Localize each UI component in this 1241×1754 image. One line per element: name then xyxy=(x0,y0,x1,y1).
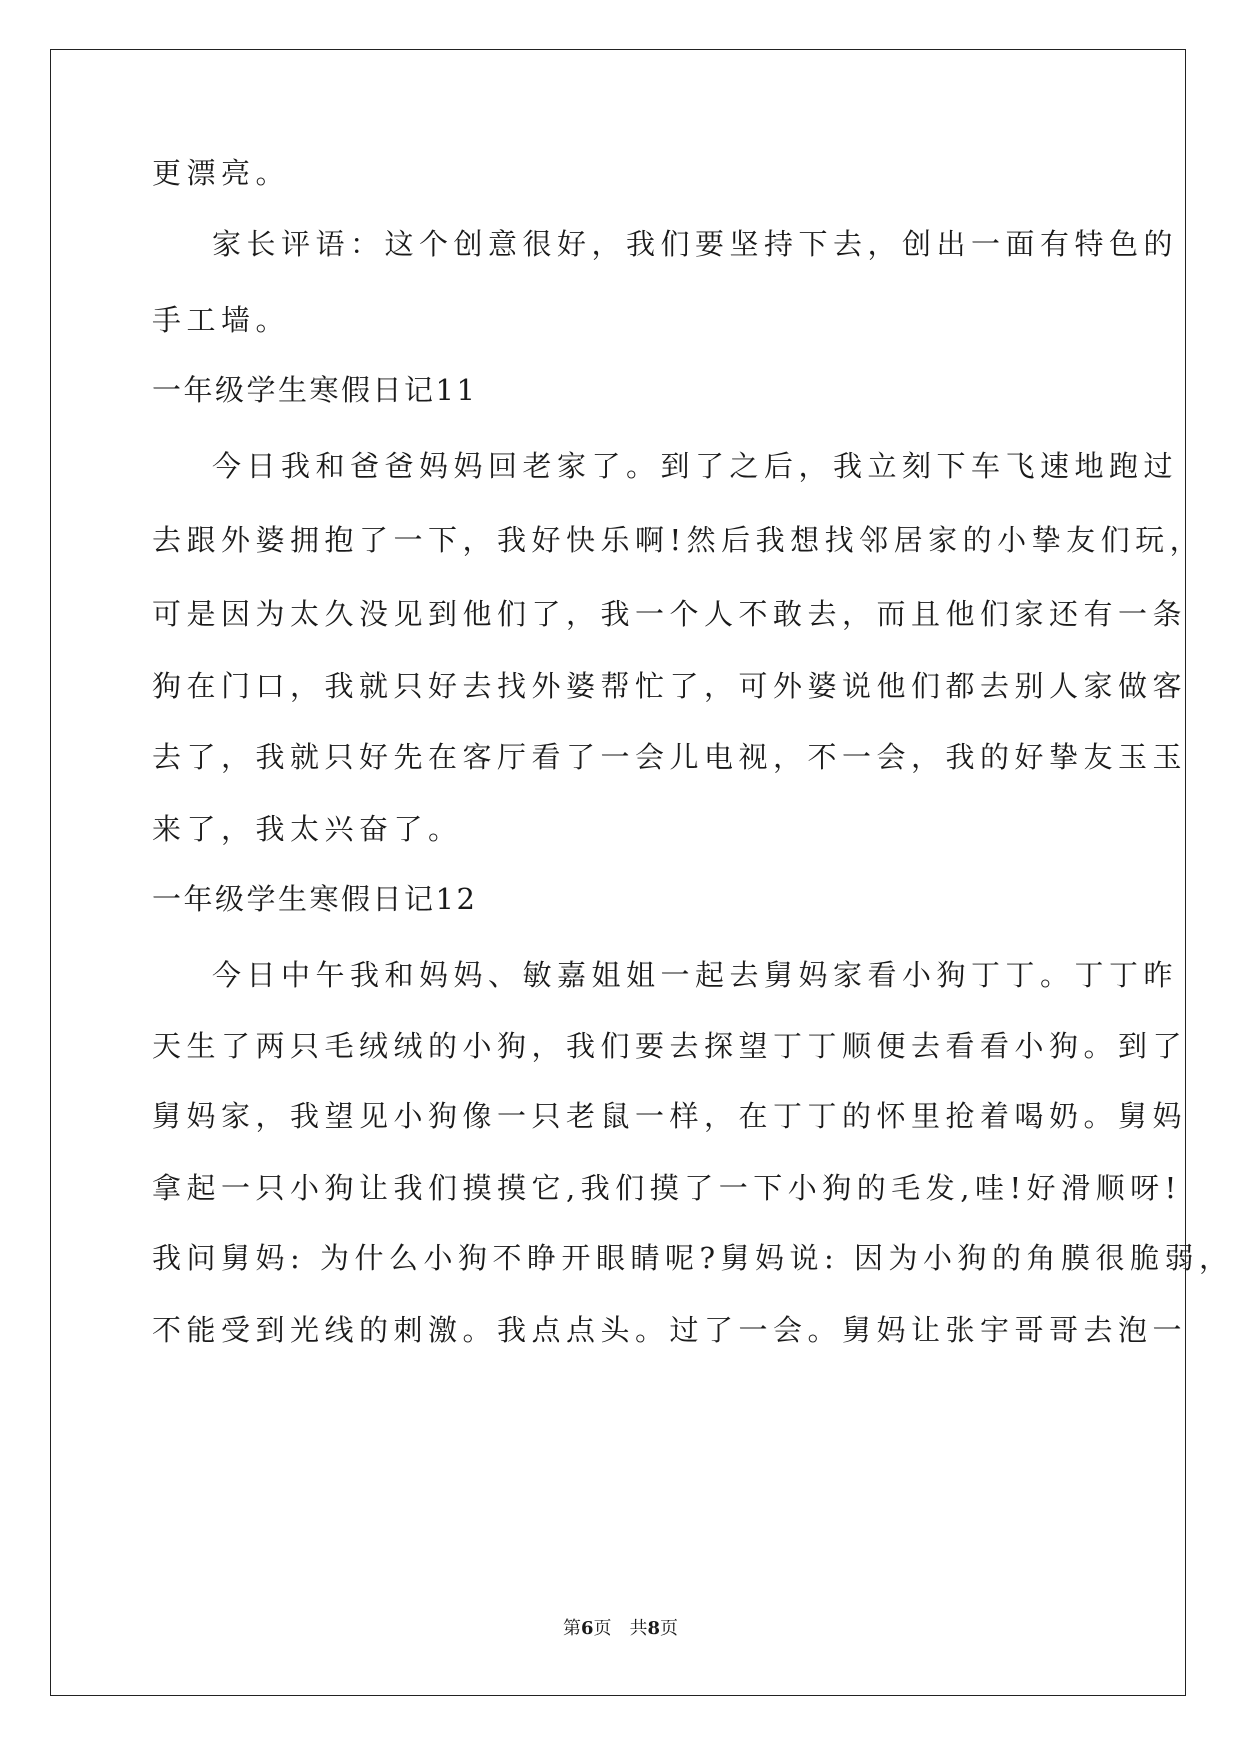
page-mid: 页 共 xyxy=(593,1618,648,1639)
paragraph-line: 今日中午我和妈妈、敏嘉姐姐一起去舅妈家看小狗丁丁。丁丁昨 xyxy=(212,958,1179,992)
paragraph-line: 去跟外婆拥抱了一下，我好快乐啊!然后我想找邻居家的小挚友们玩， xyxy=(152,523,1205,557)
paragraph-line: 家长评语：这个创意很好，我们要坚持下去，创出一面有特色的 xyxy=(212,227,1179,261)
paragraph-line: 更漂亮。 xyxy=(152,156,291,190)
paragraph-line: 狗在门口，我就只好去找外婆帮忙了，可外婆说他们都去别人家做客 xyxy=(152,669,1188,703)
page-footer xyxy=(0,1617,1241,1641)
page-suffix: 页 xyxy=(660,1618,679,1639)
paragraph-line: 可是因为太久没见到他们了，我一个人不敢去，而且他们家还有一条 xyxy=(152,597,1188,631)
section-heading: 一年级学生寒假日记12 xyxy=(152,882,478,916)
paragraph-line: 不能受到光线的刺激。我点点头。过了一会。舅妈让张宇哥哥去泡一 xyxy=(152,1313,1188,1347)
page-prefix: 第 xyxy=(562,1618,581,1639)
paragraph-line: 舅妈家，我望见小狗像一只老鼠一样，在丁丁的怀里抢着喝奶。舅妈 xyxy=(152,1099,1188,1133)
current-page-number: 6 xyxy=(580,1618,594,1639)
paragraph-line: 天生了两只毛绒绒的小狗，我们要去探望丁丁顺便去看看小狗。到了 xyxy=(152,1029,1188,1063)
paragraph-line: 来了，我太兴奋了。 xyxy=(152,812,463,846)
section-heading: 一年级学生寒假日记11 xyxy=(152,373,478,407)
paragraph-line: 手工墙。 xyxy=(152,303,291,337)
total-pages-number: 8 xyxy=(647,1618,661,1639)
paragraph-line: 拿起一只小狗让我们摸摸它,我们摸了一下小狗的毛发,哇!好滑顺呀! xyxy=(152,1171,1182,1205)
paragraph-line: 今日我和爸爸妈妈回老家了。到了之后，我立刻下车飞速地跑过 xyxy=(212,449,1179,483)
page-border xyxy=(50,49,1186,1696)
paragraph-line: 去了，我就只好先在客厅看了一会儿电视，不一会，我的好挚友玉玉 xyxy=(152,740,1188,774)
paragraph-line: 我问舅妈: 为什么小狗不睁开眼睛呢?舅妈说: 因为小狗的角膜很脆弱， xyxy=(152,1241,1234,1275)
